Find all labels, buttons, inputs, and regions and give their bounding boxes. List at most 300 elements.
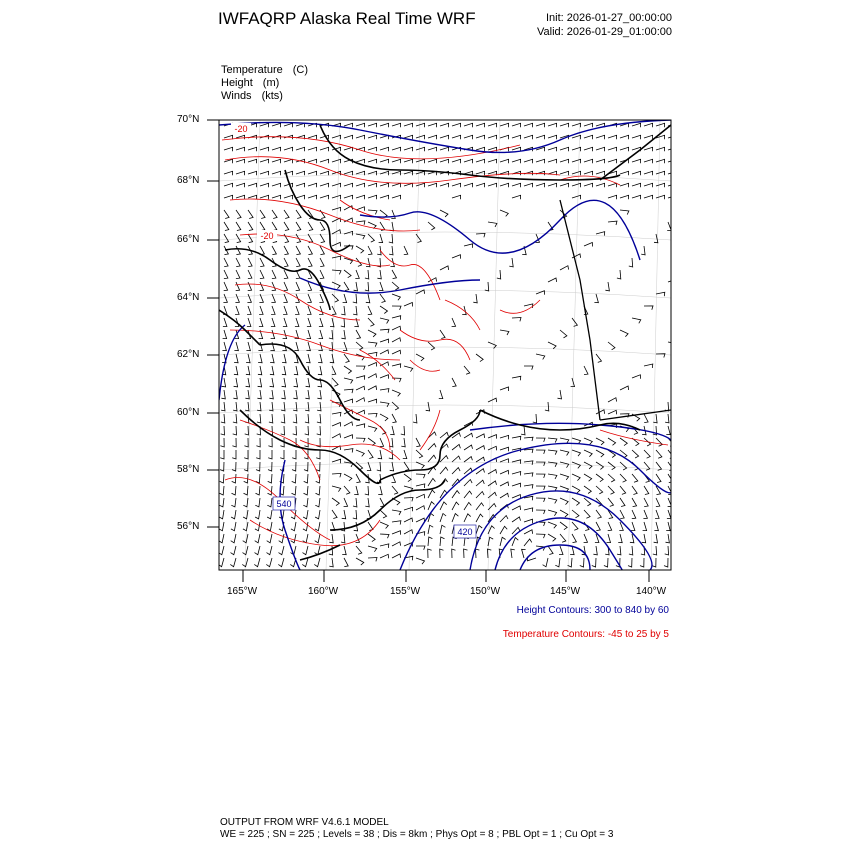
wind-barb xyxy=(584,183,593,187)
lon-label: 160°W xyxy=(308,586,339,597)
wind-barb xyxy=(222,342,226,351)
wind-barb xyxy=(341,330,345,339)
wind-barb xyxy=(664,558,668,567)
wind-barb xyxy=(392,531,401,535)
wind-barb xyxy=(294,378,298,387)
wind-barb xyxy=(380,159,389,163)
wind-barb xyxy=(244,450,248,459)
wind-barb xyxy=(428,222,435,230)
wind-barb xyxy=(536,474,545,478)
lon-label: 155°W xyxy=(390,586,421,597)
wind-barb xyxy=(656,195,665,199)
wind-barb xyxy=(368,363,377,367)
lat-label: 56°N xyxy=(177,521,200,532)
wind-barb xyxy=(231,534,236,543)
lon-label: 145°W xyxy=(550,586,581,597)
wind-barb xyxy=(500,526,507,534)
wind-barb xyxy=(428,549,432,558)
wind-barb xyxy=(295,306,299,315)
wind-barb xyxy=(255,510,260,519)
wind-barb xyxy=(341,306,345,315)
wind-barb xyxy=(368,147,377,151)
wind-barb xyxy=(236,234,241,243)
wind-barb xyxy=(272,159,281,163)
wind-barb xyxy=(584,366,588,375)
wind-barb xyxy=(644,462,650,470)
wind-barb xyxy=(572,534,576,543)
wind-barb xyxy=(392,390,400,396)
wind-barb xyxy=(604,558,608,567)
wind-barb xyxy=(380,522,388,529)
wind-barb xyxy=(344,422,353,426)
wind-barb xyxy=(368,534,375,542)
wind-barb xyxy=(307,318,311,327)
wind-barb xyxy=(344,195,353,199)
wind-barb xyxy=(560,534,566,542)
wind-barb xyxy=(548,474,557,479)
wind-barb xyxy=(390,462,394,471)
wind-barb xyxy=(644,183,653,187)
wind-barb xyxy=(260,246,264,255)
init-time: Init: 2026-01-27_00:00:00 xyxy=(546,12,672,24)
wind-barb xyxy=(220,450,224,459)
wind-barb xyxy=(356,450,364,456)
wind-barb xyxy=(344,486,350,494)
wind-barb xyxy=(272,210,277,219)
wind-barb xyxy=(644,195,653,199)
wind-barb xyxy=(464,480,472,487)
wind-barb xyxy=(440,549,444,558)
wind-barb xyxy=(452,514,458,522)
wind-barb xyxy=(260,159,269,163)
wind-barb xyxy=(223,330,227,339)
wind-barb xyxy=(528,557,537,561)
wind-barb xyxy=(236,159,245,163)
wind-barb xyxy=(341,318,345,327)
wind-barb xyxy=(389,234,393,243)
wind-barb xyxy=(304,462,308,471)
wind-barb xyxy=(632,123,641,127)
wind-barb xyxy=(628,558,632,567)
wind-barb xyxy=(536,510,545,514)
wind-barb xyxy=(380,195,389,199)
wind-barb xyxy=(269,414,273,423)
wind-barb xyxy=(404,530,413,534)
wind-barb xyxy=(248,270,252,279)
wind-barb xyxy=(332,459,341,463)
wind-barb xyxy=(524,485,533,489)
wind-barb xyxy=(632,318,641,323)
wind-barb xyxy=(668,474,673,483)
wind-barb xyxy=(342,546,346,555)
wind-barb xyxy=(255,498,260,507)
wind-barb xyxy=(536,486,545,490)
wind-barb xyxy=(654,522,658,531)
wind-barb xyxy=(548,438,557,443)
wind-barb xyxy=(232,462,236,471)
wind-barb xyxy=(584,534,588,543)
wind-barb xyxy=(524,437,533,441)
wind-barb xyxy=(512,436,521,440)
wind-barb xyxy=(428,537,432,546)
wind-barb xyxy=(404,507,413,511)
wind-barb xyxy=(608,342,615,350)
wind-barb xyxy=(488,159,497,163)
wind-barb xyxy=(440,537,445,546)
wind-barb xyxy=(236,282,240,291)
wind-barb xyxy=(380,306,388,314)
wind-barb xyxy=(560,450,569,456)
wind-barb xyxy=(572,474,580,481)
wind-barb xyxy=(256,462,260,471)
wind-barb xyxy=(332,256,341,260)
wind-barb xyxy=(380,554,389,558)
wind-barb xyxy=(548,183,557,187)
wind-barb xyxy=(608,462,615,470)
wind-barb xyxy=(608,147,617,151)
wind-barb xyxy=(596,135,605,139)
wind-barb xyxy=(368,195,377,199)
wind-barb xyxy=(234,378,238,387)
wind-barb xyxy=(258,354,262,363)
wind-barb xyxy=(304,486,309,495)
wind-barb xyxy=(488,504,496,511)
wind-barb xyxy=(260,258,264,267)
wind-barb xyxy=(476,183,485,187)
wind-barb xyxy=(404,366,413,372)
wind-barb xyxy=(356,123,365,127)
wind-barb xyxy=(592,558,596,567)
lon-ticks xyxy=(243,570,649,582)
wind-barb xyxy=(293,414,297,423)
wind-barb xyxy=(416,135,425,139)
wind-barb xyxy=(560,123,569,127)
wind-barb xyxy=(608,159,617,163)
wind-barb xyxy=(332,378,338,386)
wind-barb xyxy=(380,544,389,548)
wind-barb xyxy=(618,534,622,543)
wind-barb xyxy=(668,147,677,151)
wind-barb xyxy=(236,210,241,219)
wind-barb xyxy=(426,402,430,411)
wind-barb xyxy=(452,159,461,163)
wind-barb xyxy=(488,135,497,139)
wind-barb xyxy=(284,195,293,199)
contour-label-height-540 xyxy=(273,497,295,510)
wind-barb xyxy=(392,510,401,515)
wind-barb xyxy=(246,342,250,351)
wind-barb xyxy=(294,366,298,375)
wind-barb xyxy=(476,480,484,486)
wind-barb xyxy=(303,534,308,543)
wind-barb xyxy=(380,339,389,343)
wind-barb xyxy=(413,414,417,423)
wind-barb xyxy=(500,435,509,439)
wind-barb xyxy=(656,474,661,483)
wind-barb xyxy=(247,318,251,327)
wind-barb xyxy=(572,498,580,505)
wind-barb xyxy=(356,135,365,139)
wind-barb xyxy=(368,210,377,214)
wind-barb xyxy=(356,183,365,187)
wind-barb xyxy=(314,558,320,567)
wind-barb xyxy=(353,306,357,315)
wind-barb xyxy=(488,123,497,127)
wind-barb xyxy=(272,147,281,151)
wind-barb xyxy=(305,402,309,411)
wind-barb xyxy=(656,450,662,458)
field-height-unit: (m) xyxy=(262,77,280,89)
wind-barb xyxy=(236,147,245,151)
wind-barb xyxy=(296,246,300,255)
wind-barb xyxy=(668,135,677,139)
wind-barb xyxy=(488,435,497,439)
wind-barb xyxy=(464,537,469,546)
wind-barb xyxy=(560,147,569,151)
wind-barb xyxy=(224,171,233,175)
wind-barb xyxy=(268,438,272,447)
wind-barb xyxy=(220,438,224,447)
wind-barb xyxy=(245,426,249,435)
wind-barb xyxy=(284,183,293,187)
wind-barb xyxy=(416,546,425,550)
wind-barb xyxy=(234,366,238,375)
wind-barb xyxy=(356,558,364,565)
wind-barb xyxy=(536,498,545,502)
wind-barb xyxy=(632,375,641,379)
wind-barb xyxy=(344,558,348,567)
wind-barb xyxy=(368,546,377,552)
field-temperature-unit: (C) xyxy=(292,64,309,76)
wind-barb xyxy=(488,222,497,227)
wind-barb xyxy=(235,294,239,303)
wind-barb xyxy=(366,294,370,303)
wind-barb xyxy=(392,294,400,300)
wind-barb xyxy=(548,510,557,516)
wind-barb xyxy=(536,354,545,359)
wind-barb xyxy=(308,246,312,255)
wind-barb xyxy=(224,147,233,151)
field-height-name: Height xyxy=(221,77,253,89)
wind-barb xyxy=(317,390,321,399)
wind-barb xyxy=(380,534,389,538)
wind-barb xyxy=(344,366,352,374)
wind-barb xyxy=(296,123,305,127)
wind-barb xyxy=(401,426,405,435)
wind-barb xyxy=(620,135,629,139)
wind-barb xyxy=(368,159,377,163)
wind-barb xyxy=(246,354,250,363)
wind-barb xyxy=(368,171,377,175)
wind-barb xyxy=(296,222,301,231)
wind-barb xyxy=(279,546,285,555)
wind-barb xyxy=(379,234,383,243)
wind-barb xyxy=(452,502,459,510)
wind-barb xyxy=(560,159,569,163)
wind-barb xyxy=(464,135,473,139)
wind-barb xyxy=(607,534,611,543)
wind-barb xyxy=(329,534,333,543)
wind-barb xyxy=(307,330,311,339)
wind-barb xyxy=(271,306,275,315)
wind-barb xyxy=(243,534,248,543)
wind-barb xyxy=(392,554,401,558)
wind-barb xyxy=(560,522,567,530)
wind-barb xyxy=(452,537,457,546)
wind-barb xyxy=(332,486,341,492)
wind-barb xyxy=(368,413,377,417)
wind-barb xyxy=(560,183,569,187)
wind-barb xyxy=(584,243,593,247)
wind-barb xyxy=(380,510,387,518)
wind-barb xyxy=(329,330,333,339)
wind-barb xyxy=(368,558,377,562)
wind-barb xyxy=(284,270,288,279)
wind-barb xyxy=(392,338,401,342)
wind-barb xyxy=(368,183,377,187)
wind-barb xyxy=(368,450,373,459)
wind-barb xyxy=(536,438,545,442)
wind-barb xyxy=(632,171,641,175)
wind-barb xyxy=(284,258,288,267)
wind-barb xyxy=(644,306,653,310)
wind-barb xyxy=(593,546,597,555)
wind-barb xyxy=(524,519,533,523)
wind-barb xyxy=(267,510,272,519)
wind-barb xyxy=(524,508,533,512)
field-temperature-name: Temperature xyxy=(221,64,283,76)
wind-barb xyxy=(377,270,381,279)
wind-barb xyxy=(368,318,374,326)
wind-barb xyxy=(243,522,248,531)
wind-barb xyxy=(344,378,353,384)
wind-barb xyxy=(380,183,389,187)
wind-barb xyxy=(232,450,236,459)
temperature-contour-legend: Temperature Contours: -45 to 25 by 5 xyxy=(502,629,669,640)
wind-barb xyxy=(320,171,329,175)
wind-barb xyxy=(392,270,397,279)
wind-barb xyxy=(644,450,650,458)
wind-barb xyxy=(512,376,521,380)
wind-barb xyxy=(390,222,394,231)
wind-barb xyxy=(524,539,532,546)
wind-barb xyxy=(368,234,374,242)
wind-barb xyxy=(524,473,533,477)
wind-barb xyxy=(416,450,423,458)
wind-barb xyxy=(524,123,533,127)
wind-barb xyxy=(318,366,322,375)
wind-barb xyxy=(428,135,437,139)
lat-label: 68°N xyxy=(177,175,200,186)
wind-barb xyxy=(380,389,389,393)
wind-barb xyxy=(571,378,575,387)
wind-barb xyxy=(584,123,593,127)
wind-barb xyxy=(596,159,605,163)
wind-barb xyxy=(258,378,262,387)
wind-barb xyxy=(416,438,420,447)
wind-barb xyxy=(344,389,353,393)
wind-barb xyxy=(344,206,353,210)
wind-barb xyxy=(389,246,393,255)
lat-label: 58°N xyxy=(177,464,200,475)
wind-barb xyxy=(464,502,471,510)
wind-barb xyxy=(488,470,497,475)
wind-barb xyxy=(236,258,240,267)
wind-barb xyxy=(452,318,456,327)
wind-barb xyxy=(416,159,425,163)
wind-barb xyxy=(629,258,633,267)
contour-label-text: 420 xyxy=(457,527,473,537)
wind-barb xyxy=(392,183,401,187)
wind-barb xyxy=(344,147,353,151)
wind-barb xyxy=(608,410,617,414)
wind-barb xyxy=(404,246,408,255)
wind-barb xyxy=(476,233,485,237)
wind-barb xyxy=(221,390,225,399)
wind-barb xyxy=(379,282,383,291)
wind-barb xyxy=(291,534,296,543)
wind-barb xyxy=(392,378,401,382)
wind-barb xyxy=(316,462,320,471)
wind-barb xyxy=(512,506,521,510)
wind-barb xyxy=(356,376,365,380)
wind-barb xyxy=(632,450,639,458)
wind-barb xyxy=(246,366,250,375)
wind-barb xyxy=(452,491,460,498)
wind-barb xyxy=(512,135,521,139)
wind-barb xyxy=(248,147,257,151)
wind-barb xyxy=(644,486,649,495)
wind-barb xyxy=(440,123,449,127)
wind-barb xyxy=(283,318,287,327)
wind-barb xyxy=(572,450,581,456)
wind-barb xyxy=(464,549,468,558)
wind-barb xyxy=(378,450,382,459)
wind-barb xyxy=(305,426,309,435)
wind-barb xyxy=(608,438,616,445)
wind-barb xyxy=(293,426,297,435)
wind-barb xyxy=(452,456,460,462)
wind-barb xyxy=(584,147,593,151)
wind-barb xyxy=(293,390,297,399)
lon-label: 150°W xyxy=(470,586,501,597)
wind-barb xyxy=(380,375,389,379)
wind-barb xyxy=(555,558,560,567)
wind-barb xyxy=(260,171,269,175)
wind-barb xyxy=(254,558,260,567)
wind-barb xyxy=(392,486,398,494)
wind-barb xyxy=(644,147,653,151)
wind-barb xyxy=(291,522,296,531)
wind-barb xyxy=(234,342,238,351)
wind-barb xyxy=(404,474,411,482)
wind-barb xyxy=(440,432,448,438)
wind-barb xyxy=(223,318,227,327)
wind-barb xyxy=(644,414,648,423)
wind-barb xyxy=(404,518,413,522)
wind-barb xyxy=(377,462,381,471)
wind-barb xyxy=(221,414,225,423)
wind-barb xyxy=(248,159,257,163)
wind-barb xyxy=(368,374,377,378)
wind-barb xyxy=(303,498,308,507)
wind-barb xyxy=(500,135,509,139)
wind-barb xyxy=(256,486,261,495)
wind-barb xyxy=(632,135,641,139)
wind-barb xyxy=(234,354,238,363)
wind-barb xyxy=(344,183,353,187)
wind-barb xyxy=(512,483,521,487)
